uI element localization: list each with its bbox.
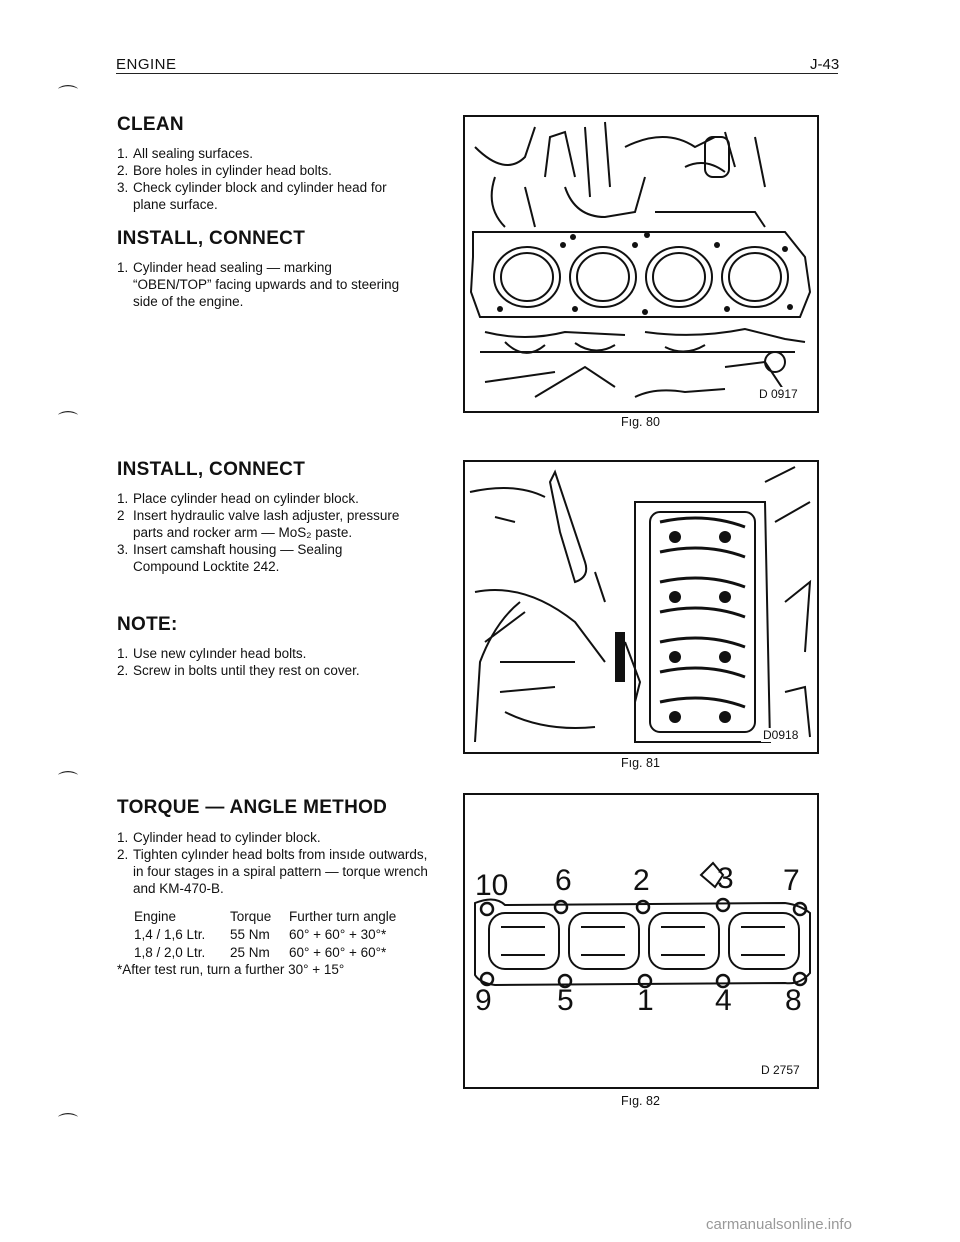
section-title-install-connect-2: INSTALL, CONNECT — [117, 459, 306, 480]
figure-caption: Fıg. 81 — [621, 756, 660, 770]
bolt-number: 1 — [637, 984, 654, 1017]
margin-mark: ⌒ — [58, 771, 78, 793]
torque-footnote: *After test run, turn a further 30° + 15° — [117, 962, 345, 977]
bolt-number: 6 — [555, 864, 572, 897]
watermark: carmanualsonline.info — [706, 1216, 852, 1233]
figure-code: D 2757 — [761, 1063, 800, 1077]
table-cell: 60° + 60° + 60°* — [289, 945, 387, 960]
bolt-number: 9 — [475, 984, 492, 1017]
list-item: 1. Use new cylınder head bolts. — [117, 646, 307, 661]
bolt-number: 8 — [785, 984, 802, 1017]
bolt-number: 7 — [783, 864, 800, 897]
table-header: Further turn angle — [289, 909, 397, 924]
figure-code: D0918 — [763, 728, 799, 742]
table-header: Engine — [134, 909, 177, 924]
running-header-section: ENGINE — [116, 56, 177, 73]
page-number: J-43 — [810, 56, 840, 73]
figure-82-bolt-tightening-sequence — [463, 793, 819, 1089]
gasket-illustration — [465, 117, 817, 411]
table-cell: 60° + 60° + 30°* — [289, 927, 387, 942]
install-connect-list-2 — [117, 490, 433, 575]
table-header: Torque — [230, 909, 272, 924]
table-cell: 1,8 / 2,0 Ltr. — [134, 945, 206, 960]
bolt-number: 2 — [633, 864, 650, 897]
note-list — [117, 645, 433, 679]
list-item: 1. All sealing surfaces. — [117, 146, 254, 161]
bolt-sequence-illustration — [465, 795, 817, 1087]
bolt-number: 4 — [715, 984, 732, 1017]
table-cell: 1,4 / 1,6 Ltr. — [134, 927, 206, 942]
section-title-torque-angle-method: TORQUE — ANGLE METHOD — [117, 797, 388, 818]
margin-mark: ⌒ — [58, 1113, 78, 1135]
figure-caption: Fıg. 80 — [621, 415, 660, 429]
bolt-number: 5 — [557, 984, 574, 1017]
list-item: 1. Cylinder head to cylinder block. — [117, 830, 321, 845]
figure-81-camshaft-housing — [463, 460, 819, 754]
list-item: 2. Bore holes in cylinder head bolts. — [117, 163, 332, 178]
install-connect-list-1 — [117, 259, 403, 310]
header-rule — [116, 73, 838, 74]
list-item: 3. Insert camshaft housing — Sealing Compound Locktite 242. — [117, 542, 343, 574]
clean-list — [117, 145, 433, 213]
figure-code: D 0917 — [759, 387, 798, 401]
section-title-note: NOTE: — [117, 614, 178, 635]
list-item: 2. Screw in bolts until they rest on cover. — [117, 663, 360, 678]
list-item: 1. Place cylinder head on cylinder block. — [117, 491, 359, 506]
figure-80-cylinder-head-gasket — [463, 115, 819, 413]
list-item: 1. Cylinder head sealing — marking “OBEN/TOP” facing upwards and to steering side of the engine. — [117, 260, 400, 309]
list-item: 2. Tighten cylınder head bolts from insıde outwards, in four stages in a spiral pattern — torque wrench and KM-470-B. — [117, 847, 428, 896]
table-cell: 55 Nm — [230, 927, 270, 942]
margin-mark: ⌒ — [58, 85, 78, 107]
figure-caption: Fıg. 82 — [621, 1094, 660, 1108]
bolt-number: 3 — [717, 862, 734, 895]
margin-mark: ⌒ — [58, 411, 78, 433]
list-item: 2 Insert hydraulic valve lash adjuster, pressure parts and rocker arm — MoS₂ paste. — [117, 508, 400, 540]
camshaft-illustration — [465, 462, 817, 752]
torque-list — [117, 829, 433, 897]
section-title-install-connect: INSTALL, CONNECT — [117, 228, 306, 249]
section-title-clean: CLEAN — [117, 114, 184, 135]
table-cell: 25 Nm — [230, 945, 270, 960]
list-item: 3. Check cylinder block and cylinder head for plane surface. — [117, 180, 387, 212]
bolt-number: 10 — [475, 869, 509, 902]
